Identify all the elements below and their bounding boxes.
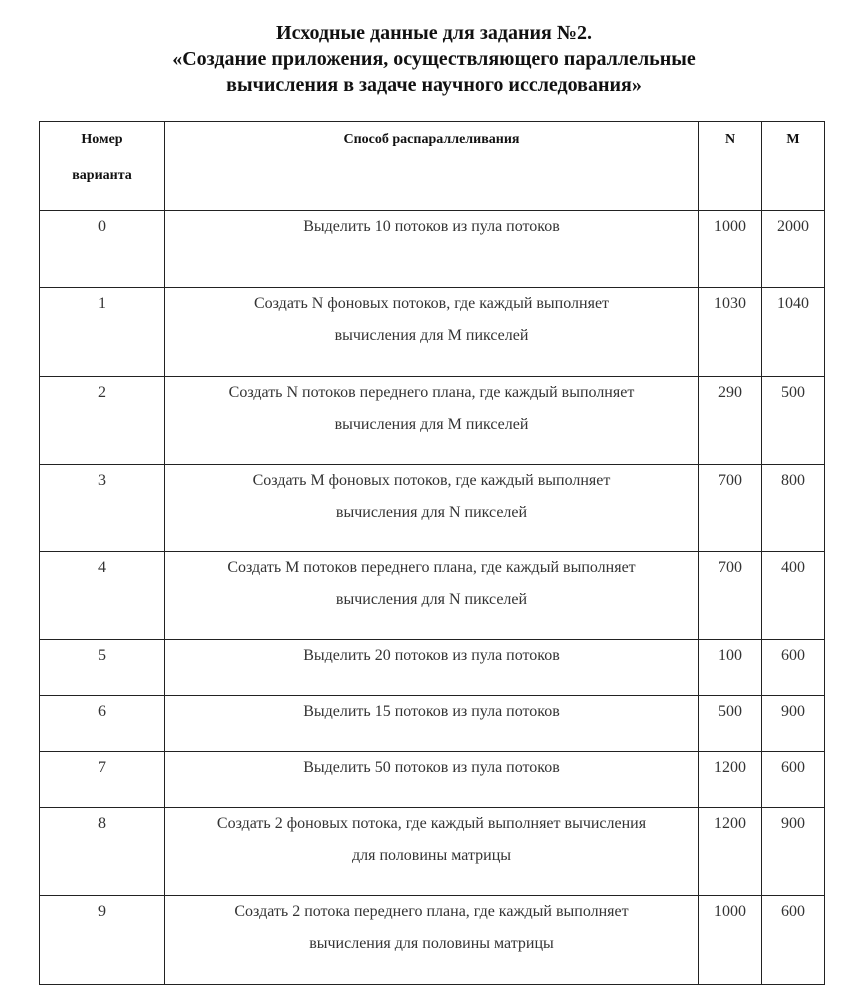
- m-value-cell: 600: [762, 640, 825, 696]
- method-line-1: Создать 2 потока переднего плана, где каждый выполняет: [234, 903, 629, 920]
- variant-number-cell: 7: [40, 752, 165, 808]
- n-value-cell: 1030: [699, 288, 762, 377]
- table-row: [40, 896, 825, 985]
- method-line-2: вычисления для половины матрицы: [309, 935, 554, 952]
- document-title: [0, 20, 868, 98]
- method-line-1: Создать M потоков переднего плана, где каждый выполняет: [227, 559, 636, 576]
- n-value-cell: 1000: [699, 211, 762, 288]
- table-header-row: [40, 122, 825, 211]
- variant-number-cell: 5: [40, 640, 165, 696]
- table-row: [40, 211, 825, 288]
- variant-number-cell: 2: [40, 377, 165, 465]
- header-variant-number-line-2: варианта: [72, 168, 132, 183]
- method-cell: [165, 288, 699, 377]
- table-row: [40, 808, 825, 896]
- table-row: [40, 640, 825, 696]
- table-row: [40, 696, 825, 752]
- m-value-cell: 600: [762, 896, 825, 985]
- header-m: M: [762, 122, 825, 211]
- method-line-2: вычисления для N пикселей: [335, 504, 528, 521]
- header-n: N: [699, 122, 762, 211]
- table-body: [40, 211, 825, 985]
- method-cell: [165, 640, 699, 696]
- n-value-cell: 1200: [699, 808, 762, 896]
- title-line-3: вычисления в задаче научного исследования»: [226, 74, 642, 96]
- method-cell: [165, 377, 699, 465]
- n-value-cell: 700: [699, 552, 762, 640]
- table-row: [40, 377, 825, 465]
- method-line-1: Выделить 20 потоков из пула потоков: [303, 647, 560, 664]
- m-value-cell: 800: [762, 465, 825, 552]
- m-value-cell: 1040: [762, 288, 825, 377]
- header-method: Способ распараллеливания: [165, 122, 699, 211]
- variant-number-cell: 6: [40, 696, 165, 752]
- method-line-2: вычисления для M пикселей: [334, 327, 529, 344]
- title-line-1: Исходные данные для задания №2.: [276, 22, 592, 44]
- method-line-1: Создать N потоков переднего плана, где каждый выполняет: [228, 384, 635, 401]
- method-line-2: для половины матрицы: [351, 847, 511, 864]
- table-row: [40, 465, 825, 552]
- variant-number-cell: 8: [40, 808, 165, 896]
- m-value-cell: 500: [762, 377, 825, 465]
- variants-table: [39, 121, 825, 985]
- method-cell: [165, 896, 699, 985]
- table-row: [40, 288, 825, 377]
- method-line-1: Выделить 15 потоков из пула потоков: [303, 703, 560, 720]
- n-value-cell: 290: [699, 377, 762, 465]
- method-cell: [165, 696, 699, 752]
- method-line-1: Создать 2 фоновых потока, где каждый выполняет вычисления: [216, 815, 647, 832]
- m-value-cell: 900: [762, 696, 825, 752]
- table-row: [40, 552, 825, 640]
- title-line-2: «Создание приложения, осуществляющего параллельные: [172, 48, 696, 70]
- method-line-2: вычисления для M пикселей: [334, 416, 529, 433]
- variant-number-cell: 1: [40, 288, 165, 377]
- method-cell: [165, 211, 699, 288]
- header-variant-number-line-1: Номер: [81, 132, 123, 147]
- variant-number-cell: 9: [40, 896, 165, 985]
- n-value-cell: 1000: [699, 896, 762, 985]
- n-value-cell: 100: [699, 640, 762, 696]
- n-value-cell: 1200: [699, 752, 762, 808]
- variant-number-cell: 3: [40, 465, 165, 552]
- method-cell: [165, 465, 699, 552]
- method-line-1: Создать M фоновых потоков, где каждый выполняет: [252, 472, 611, 489]
- m-value-cell: 400: [762, 552, 825, 640]
- table-row: [40, 752, 825, 808]
- method-cell: [165, 808, 699, 896]
- n-value-cell: 500: [699, 696, 762, 752]
- method-line-1: Создать N фоновых потоков, где каждый выполняет: [253, 295, 610, 312]
- method-cell: [165, 552, 699, 640]
- m-value-cell: 600: [762, 752, 825, 808]
- m-value-cell: 2000: [762, 211, 825, 288]
- n-value-cell: 700: [699, 465, 762, 552]
- header-variant-number: [40, 122, 165, 211]
- method-cell: [165, 752, 699, 808]
- variant-number-cell: 4: [40, 552, 165, 640]
- m-value-cell: 900: [762, 808, 825, 896]
- method-line-1: Выделить 50 потоков из пула потоков: [303, 759, 560, 776]
- method-line-1: Выделить 10 потоков из пула потоков: [303, 218, 560, 235]
- variant-number-cell: 0: [40, 211, 165, 288]
- method-line-2: вычисления для N пикселей: [335, 591, 528, 608]
